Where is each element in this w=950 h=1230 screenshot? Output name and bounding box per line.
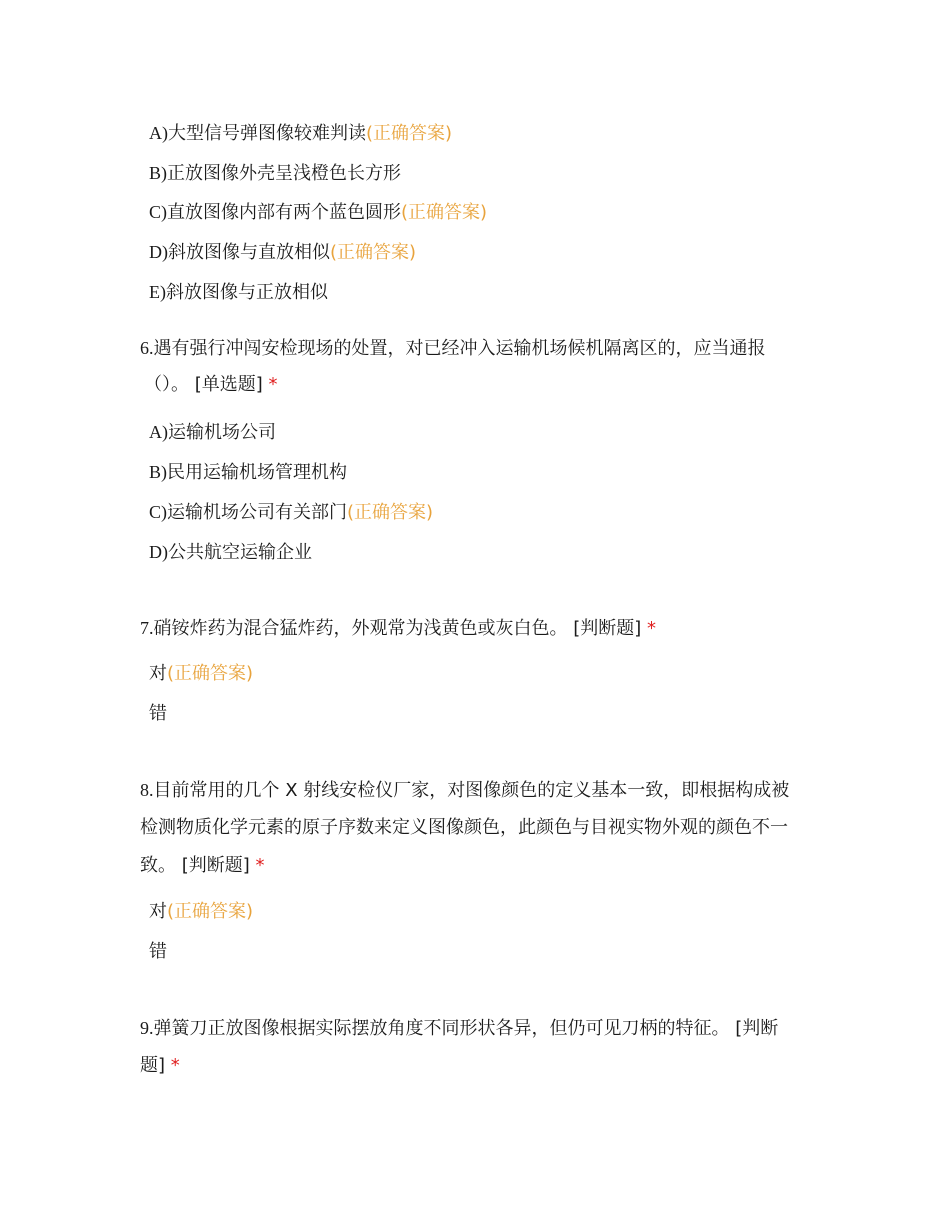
required-asterisk: * — [268, 374, 278, 395]
correct-answer-mark: (正确答案) — [366, 123, 453, 144]
option-5e — [149, 280, 328, 305]
option-text: 民用运输机场管理机构 — [167, 462, 347, 483]
question-type-tag: [判断题] — [181, 855, 250, 876]
question-text: 遇有强行冲闯安检现场的处置，对已经冲入运输机场候机隔离区的，应当通报 — [153, 338, 766, 359]
question-type-tag: [单选题] — [194, 374, 263, 395]
option-text: 正放图像外壳呈浅橙色长方形 — [167, 163, 401, 184]
option-text: 错 — [149, 703, 167, 724]
option-letter: C) — [149, 202, 167, 222]
option-text: 错 — [149, 941, 167, 962]
question-number: 9. — [140, 1018, 154, 1038]
question-9-title — [140, 1016, 778, 1041]
option-6a — [149, 420, 276, 445]
option-text: 运输机场公司有关部门 — [167, 502, 347, 523]
option-8-true — [149, 900, 253, 924]
option-text: 直放图像内部有两个蓝色圆形 — [167, 202, 401, 223]
option-text: 对 — [149, 901, 167, 922]
question-number: 6. — [140, 338, 154, 358]
option-text: 对 — [149, 663, 167, 684]
option-5c — [149, 200, 487, 225]
option-7-true — [149, 662, 253, 686]
option-8-false — [149, 940, 167, 964]
question-text: （）。 — [144, 374, 189, 395]
question-text: 题] — [140, 1055, 166, 1076]
option-letter: D) — [149, 542, 168, 562]
correct-answer-mark: (正确答案) — [167, 901, 254, 922]
option-text: 斜放图像与正放相似 — [166, 282, 328, 303]
option-letter: A) — [149, 422, 168, 442]
question-7-title — [140, 616, 656, 641]
correct-answer-mark: (正确答案) — [330, 242, 417, 263]
option-6c — [149, 500, 433, 525]
option-letter: D) — [149, 242, 168, 262]
correct-answer-mark: (正确答案) — [401, 202, 488, 223]
option-letter: B) — [149, 163, 167, 183]
required-asterisk: * — [255, 855, 265, 876]
option-5a — [149, 121, 452, 146]
question-8-title — [140, 778, 789, 803]
question-8-title-cont-2 — [140, 854, 265, 878]
option-6d — [149, 540, 312, 565]
correct-answer-mark: (正确答案) — [167, 663, 254, 684]
option-6b — [149, 460, 347, 485]
option-letter: A) — [149, 123, 168, 143]
option-letter: C) — [149, 502, 167, 522]
question-text: 弹簧刀正放图像根据实际摆放角度不同形状各异，但仍可见刀柄的特征。 — [153, 1018, 730, 1039]
option-letter: E) — [149, 282, 166, 302]
question-6-title-cont — [144, 373, 278, 397]
option-5d — [149, 240, 416, 265]
question-number: 7. — [140, 618, 154, 638]
option-text: 斜放图像与直放相似 — [168, 242, 330, 263]
option-letter: B) — [149, 462, 167, 482]
question-9-title-cont — [140, 1054, 180, 1078]
question-text: 目前常用的几个 X 射线安检仪厂家，对图像颜色的定义基本一致，即根据构成被 — [153, 780, 790, 801]
required-asterisk: * — [647, 618, 657, 639]
option-5b — [149, 161, 401, 186]
question-text: 检测物质化学元素的原子序数来定义图像颜色，此颜色与目视实物外观的颜色不一 — [140, 817, 788, 838]
question-type-tag: [判断 — [735, 1018, 779, 1039]
question-6-title — [140, 336, 766, 361]
required-asterisk: * — [170, 1055, 180, 1076]
option-text: 运输机场公司 — [168, 422, 276, 443]
option-7-false — [149, 702, 167, 726]
question-type-tag: [判断题] — [573, 618, 642, 639]
question-8-title-cont-1 — [140, 816, 788, 840]
question-text: 致。 — [140, 855, 176, 876]
option-text: 公共航空运输企业 — [168, 542, 312, 563]
question-number: 8. — [140, 780, 154, 800]
correct-answer-mark: (正确答案) — [347, 502, 434, 523]
question-text: 硝铵炸药为混合猛炸药，外观常为浅黄色或灰白色。 — [153, 618, 568, 639]
option-text: 大型信号弹图像较难判读 — [168, 123, 366, 144]
